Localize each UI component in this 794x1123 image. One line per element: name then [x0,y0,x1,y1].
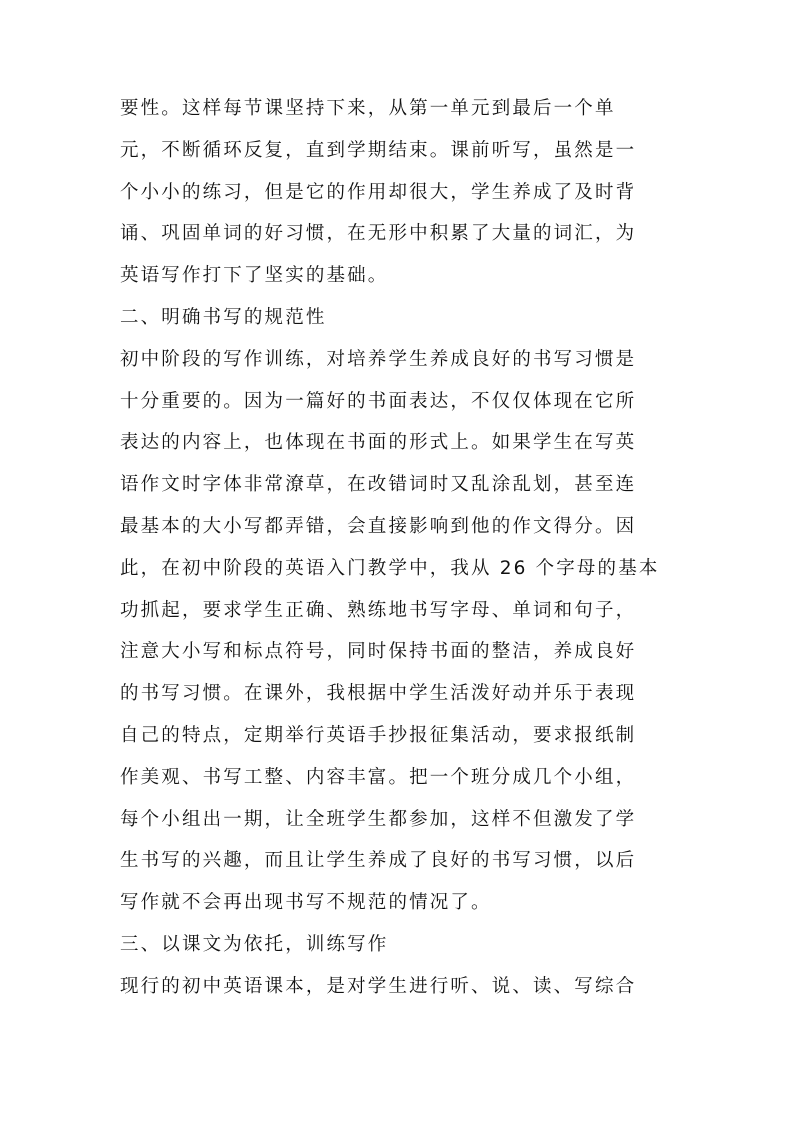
section-heading: 三、以课文为依托，训练写作 [120,933,389,955]
paragraph-line: 注意大小写和标点符号，同时保持书面的整洁，养成良好 [120,641,637,663]
paragraph-line: 此，在初中阶段的英语入门教学中，我从 26 个字母的基本 [120,557,660,579]
paragraph-line: 个小小的练习，但是它的作用却很大，学生养成了及时背 [120,181,637,203]
paragraph-line: 现行的初中英语课本，是对学生进行听、说、读、写综合 [120,975,637,997]
paragraph-line: 十分重要的。因为一篇好的书面表达，不仅仅体现在它所 [120,390,637,412]
paragraph-line: 功抓起，要求学生正确、熟练地书写字母、单词和句子， [120,599,637,621]
document-body [120,88,676,1008]
paragraph-line: 元，不断循环反复，直到学期结束。课前听写，虽然是一 [120,139,637,161]
paragraph-line: 作美观、书写工整、内容丰富。把一个班分成几个小组， [120,766,637,788]
paragraph-line: 生书写的兴趣，而且让学生养成了良好的书写习惯，以后 [120,850,637,872]
paragraph-line: 英语写作打下了坚实的基础。 [120,265,389,287]
paragraph-line: 表达的内容上，也体现在书面的形式上。如果学生在写英 [120,432,637,454]
paragraph-line: 每个小组出一期，让全班学生都参加，这样不但激发了学 [120,808,637,830]
paragraph-line: 要性。这样每节课坚持下来，从第一单元到最后一个单 [120,98,616,119]
paragraph-line: 自己的特点，定期举行英语手抄报征集活动，要求报纸制 [120,724,637,746]
paragraph-line: 初中阶段的写作训练，对培养学生养成良好的书写习惯是 [120,348,637,370]
paragraph-line: 最基本的大小写都弄错，会直接影响到他的作文得分。因 [120,515,637,537]
section-heading: 二、明确书写的规范性 [120,306,327,328]
paragraph-line: 语作文时字体非常潦草，在改错词时又乱涂乱划，甚至连 [120,474,637,496]
paragraph-line: 的书写习惯。在课外，我根据中学生活泼好动并乐于表现 [120,683,637,705]
paragraph-line: 诵、巩固单词的好习惯，在无形中积累了大量的词汇，为 [120,223,637,245]
paragraph-line: 写作就不会再出现书写不规范的情况了。 [120,892,492,914]
